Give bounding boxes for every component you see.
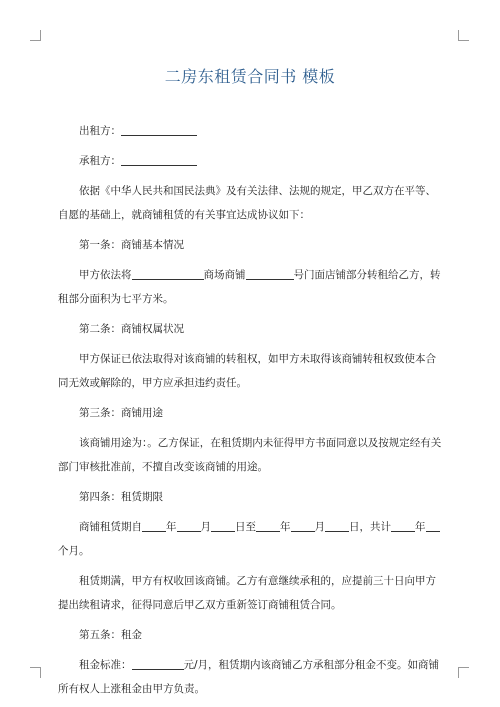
- lessee-line: [58, 149, 442, 173]
- start-year-unit: 年: [166, 521, 177, 533]
- article-1-part-3: 号门面店铺部分转租给乙方，转租部分面积为七平方米。: [58, 269, 441, 305]
- end-month-unit: 月: [314, 521, 325, 533]
- article-5-title: 第五条：租金: [79, 629, 142, 641]
- corner-mark-top-left: [30, 30, 41, 41]
- lease-start-label: 商铺租赁期自: [79, 521, 142, 533]
- lessor-line: [58, 119, 442, 143]
- corner-mark-top-right: [458, 30, 469, 41]
- start-day-unit: 日至: [235, 521, 256, 533]
- lessee-blank: [121, 153, 197, 166]
- article-4-title: 第四条：租赁期限: [79, 491, 163, 503]
- article-1-text: [58, 263, 442, 311]
- article-4-text: [58, 515, 442, 563]
- blank-end-month: [291, 519, 315, 532]
- contract-document: [58, 64, 442, 707]
- end-year-unit: 年: [280, 521, 291, 533]
- blank-total-month: [426, 519, 440, 532]
- article-3-title: 第三条：商铺用途: [79, 407, 163, 419]
- total-year-unit: 年: [415, 521, 426, 533]
- rent-standard-label: 租金标准：: [79, 659, 132, 671]
- intro-paragraph: 依据《中华人民共和国民法典》及有关法律、法规的规定，甲乙双方在平等、自愿的基础上，就商铺租赁的有关事宜达成协议如下：: [58, 185, 436, 221]
- blank-start-day: [211, 519, 235, 532]
- blank-end-year: [256, 519, 280, 532]
- article-3-text: 该商铺用途为：。乙方保证，在租赁期内未征得甲方书面同意以及按规定经有关部门审核批准前，不擅自改变该商铺的用途。: [58, 437, 442, 473]
- article-5-text: [58, 653, 442, 701]
- article-1-title: 第一条：商铺基本情况: [79, 239, 184, 251]
- blank-shop-number: [246, 267, 294, 280]
- lessee-label: 承租方：: [79, 155, 121, 167]
- total-month-unit: 个月。: [58, 545, 90, 557]
- corner-mark-bottom-right: [458, 667, 469, 678]
- document-title: 二房东租赁合同书 模板: [164, 67, 336, 86]
- article-2-title: 第二条：商铺权属状况: [79, 323, 184, 335]
- rent-standard-text: 元/月，租赁期内该商铺乙方承租部分租金不变。如商铺所有权人上涨租金由甲方负责。: [58, 659, 440, 695]
- blank-start-year: [142, 519, 166, 532]
- corner-mark-bottom-left: [30, 667, 41, 678]
- blank-end-day: [325, 519, 349, 532]
- blank-rent-amount: [132, 657, 184, 670]
- article-4-text-2: 租赁期满，甲方有权收回该商铺。乙方有意继续承租的，应提前三十日向甲方提出续租请求，征得同意后甲乙双方重新签订商铺租赁合同。: [58, 575, 436, 611]
- blank-start-month: [177, 519, 201, 532]
- article-1-part-2: 商场商铺: [203, 269, 246, 281]
- article-2-text: 甲方保证已依法取得对该商铺的转租权，如甲方未取得该商铺转租权致使本合同无效或解除的，甲方应承担违约责任。: [58, 353, 436, 389]
- blank-lessor-name: [132, 267, 204, 280]
- end-day-unit: 日，共计: [349, 521, 391, 533]
- start-month-unit: 月: [200, 521, 211, 533]
- lessor-blank: [121, 123, 197, 136]
- blank-total-year: [391, 519, 415, 532]
- article-1-part-1: 甲方依法将: [79, 269, 132, 281]
- lessor-label: 出租方：: [79, 125, 121, 137]
